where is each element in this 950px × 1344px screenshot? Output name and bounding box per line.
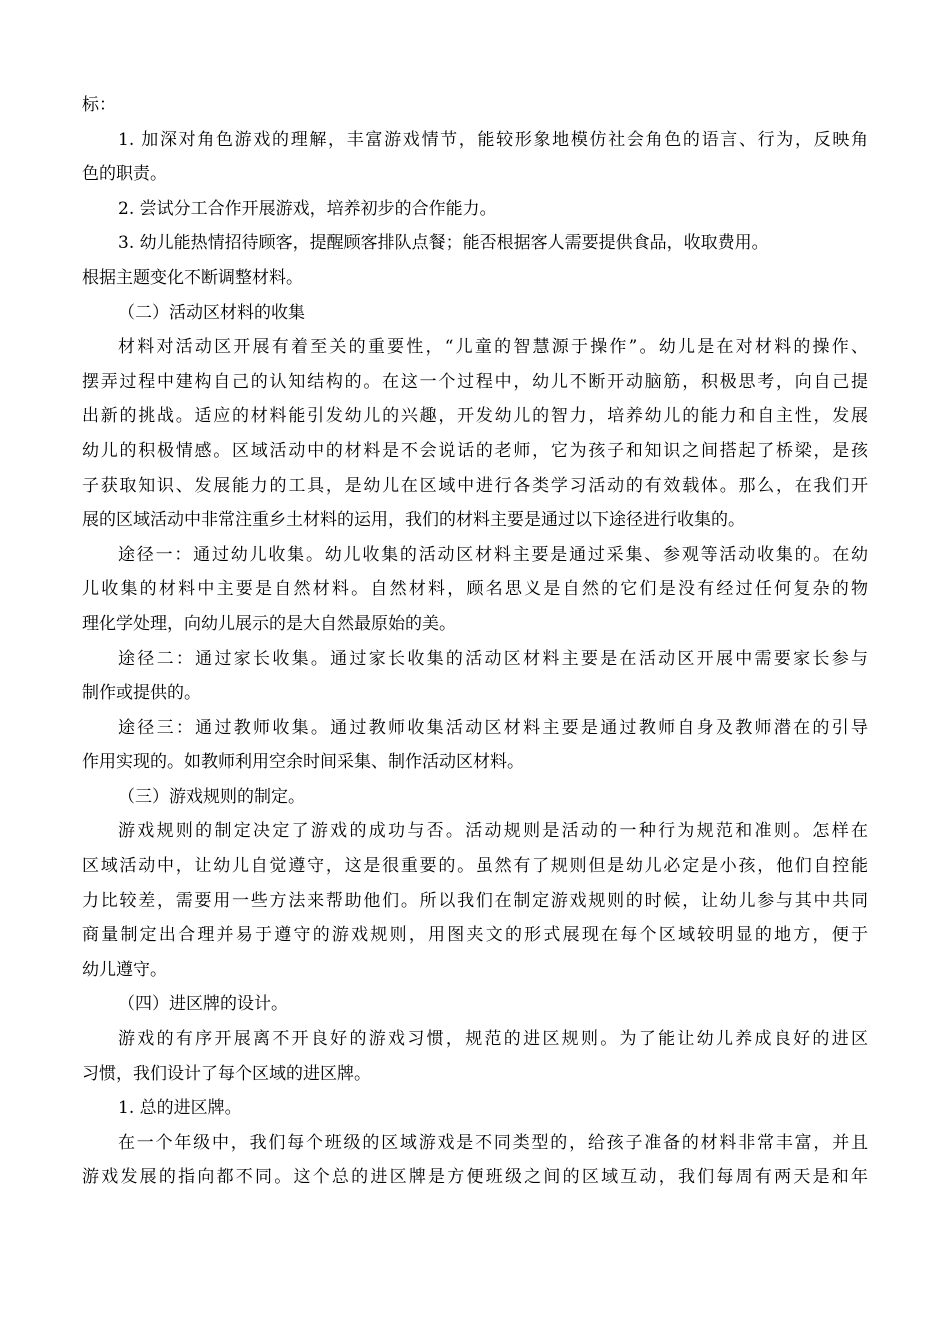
text-line: 标：: [82, 95, 116, 115]
text-line: 在一个年级中，我们每个班级的区域游戏是不同类型的，给孩子准备的材料非常丰富，并且: [118, 1132, 868, 1153]
text-line: 习惯，我们设计了每个区域的进区牌。: [82, 1063, 371, 1084]
text-line: 途径一：通过幼儿收集。幼儿收集的活动区材料主要是通过采集、参观等活动收集的。在幼: [118, 544, 868, 565]
text-line: 商量制定出合理并易于遵守的游戏规则，用图夹文的形式展现在每个区域较明显的地方，便于: [82, 925, 868, 946]
text-line: 1. 加深对角色游戏的理解，丰富游戏情节，能较形象地模仿社会角色的语言、行为，反映角: [118, 129, 868, 150]
text-line: 理化学处理，向幼儿展示的是大自然最原始的美。: [82, 613, 456, 634]
text-line: 幼儿遵守。: [82, 959, 167, 980]
text-line: 途径三：通过教师收集。通过教师收集活动区材料主要是通过教师自身及教师潜在的引导: [118, 717, 868, 738]
text-line: 儿收集的材料中主要是自然材料。自然材料，顾名思义是自然的它们是没有经过任何复杂的物: [82, 579, 868, 600]
text-line: 途径二：通过家长收集。通过家长收集的活动区材料主要是在活动区开展中需要家长参与: [118, 648, 868, 669]
text-line: 子获取知识、发展能力的工具，是幼儿在区域中进行各类学习活动的有效载体。那么，在我们开: [82, 475, 868, 496]
text-line: 出新的挑战。适应的材料能引发幼儿的兴趣，开发幼儿的智力，培养幼儿的能力和自主性，发展: [82, 406, 868, 427]
text-line: 区域活动中，让幼儿自觉遵守，这是很重要的。虽然有了规则但是幼儿必定是小孩，他们自控能: [82, 856, 868, 877]
text-line: 制作或提供的。: [82, 683, 201, 704]
text-line: 材料对活动区开展有着至关的重要性，“儿童的智慧源于操作”。幼儿是在对材料的操作、: [118, 337, 868, 358]
text-line: 色的职责。: [82, 164, 167, 185]
subsection-heading: 1. 总的进区牌。: [118, 1098, 242, 1119]
text-line: 游戏规则的制定决定了游戏的成功与否。活动规则是活动的一种行为规范和准则。怎样在: [118, 821, 868, 842]
text-line: 摆弄过程中建构自己的认知结构的。在这一个过程中，幼儿不断开动脑筋，积极思考，向自己提: [82, 371, 868, 392]
text-line: 幼儿的积极情感。区域活动中的材料是不会说话的老师，它为孩子和知识之间搭起了桥梁，是孩: [82, 440, 868, 461]
text-line: 展的区域活动中非常注重乡土材料的运用，我们的材料主要是通过以下途径进行收集的。: [82, 510, 745, 531]
text-line: 游戏发展的指向都不同。这个总的进区牌是方便班级之间的区域互动，我们每周有两天是和年: [82, 1167, 868, 1188]
text-line: 游戏的有序开展离不开良好的游戏习惯，规范的进区规则。为了能让幼儿养成良好的进区: [118, 1029, 868, 1050]
text-line: 作用实现的。如教师利用空余时间采集、制作活动区材料。: [82, 752, 524, 773]
section-heading: （二）活动区材料的收集: [118, 302, 305, 323]
section-heading: （四）进区牌的设计。: [118, 994, 288, 1015]
text-line: 力比较差，需要用一些方法来帮助他们。所以我们在制定游戏规则的时候，让幼儿参与其中共同: [82, 890, 868, 911]
section-heading: （三）游戏规则的制定。: [118, 786, 305, 807]
text-line: 根据主题变化不断调整材料。: [82, 267, 303, 288]
text-line: 2. 尝试分工合作开展游戏，培养初步的合作能力。: [118, 198, 497, 219]
document-body: [82, 88, 868, 1195]
text-line: 3. 幼儿能热情招待顾客，提醒顾客排队点餐；能否根据客人需要提供食品，收取费用。: [118, 233, 769, 254]
